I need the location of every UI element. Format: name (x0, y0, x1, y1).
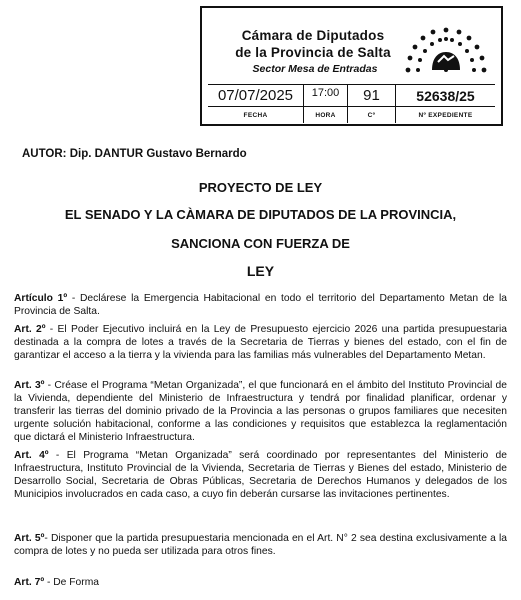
article-3-text: - Créase el Programa “Metan Organizada”, el que funcionará en el ámbito del Instituto Provincial de la Vivienda, dependiente del Ministerio de Infraestructura y tendrá por finalidad planificar, ordenar y transferir las tierras del dominio privado de la Provincia a las personas o grupos familiares que necesiten urgente solución habitacional, conforme a las condiciones y requisitos que establezca la reglamentación que dictará el Ministerio Infraestructura. (14, 380, 507, 443)
entry-stamp (200, 6, 503, 126)
doc-enacting-line: EL SENADO Y LA CÀMARA DE DIPUTADOS DE LA PROVINCIA, (64, 207, 457, 222)
article-2-label: Art. 2º (14, 324, 46, 335)
stamp-org-line2: de la Provincia de Salta (235, 45, 391, 60)
stamp-header (202, 8, 501, 82)
article-3 (14, 379, 507, 444)
article-4-label: Art. 4º (14, 450, 49, 461)
doc-sanction-line: SANCIONA CON FUERZA DE (171, 236, 350, 251)
stamp-label-hora: HORA (304, 106, 348, 123)
stamp-fields (208, 84, 495, 123)
article-7 (14, 576, 507, 589)
article-4-text: - El Programa “Metan Organizada” será coordinado por representantes del Ministerio de Infraestructura, Instituto Provincial de la Vivienda, Secretaria de Tierras y Bienes del estado, Ministerio de Desarrollo Social, Secretaria de Obras Públicas, Secretaria de Derechos Humanos y delegados de los Municipios involucrados en cada caso, a cuyo fin deberán cursarse las invitaciones pertinentes. (14, 450, 508, 500)
stamp-expediente: 52638/25 (416, 87, 475, 104)
stamp-date: 07/07/2025 (208, 85, 304, 106)
article-4 (14, 449, 507, 501)
article-1-text: - Declárese la Emergencia Habitacional en todo el territorio del Departamento Metan de la Provincia de Salta. (14, 293, 508, 317)
doc-law-heading: LEY (246, 263, 275, 279)
article-5-label: Art. 5º (14, 533, 45, 544)
article-5-text: - Disponer que la partida presupuestaria mencionada en el Art. N° 2 sea destina exclusivamente a la compra de lotes y no pueda ser utilizada para otros fines. (14, 533, 507, 557)
article-2-text: - El Poder Ejecutivo incluirá en la Ley de Presupuesto ejercicio 2026 una partida presupuestaria destinada a la compra de lotes a través de la Secretaria de Tierras y bienes del estado, con el fin de garantizar el acceso a la tierra y la vivienda para las familias más vulnerables del Departamento Metan. (14, 324, 507, 361)
article-7-label: Art. 7º (14, 577, 45, 588)
article-1 (14, 292, 507, 318)
stamp-org-line1: Cámara de Diputados (241, 28, 385, 43)
stamp-time: 17:00 (304, 85, 348, 106)
stamp-count: 91 (348, 85, 396, 106)
article-5 (14, 532, 507, 558)
article-1-label: Artículo 1º (14, 293, 68, 304)
article-3-label: Art. 3º (14, 380, 45, 391)
article-2 (14, 323, 507, 362)
stamp-label-expediente: Nº EXPEDIENTE (396, 106, 495, 123)
stamp-label-fecha: FECHA (208, 106, 304, 123)
doc-title: PROYECTO DE LEY (198, 180, 323, 195)
stamp-label-cantidad: Cº (348, 106, 396, 123)
article-7-text: - De Forma (44, 577, 100, 588)
stamp-org-line3: Sector Mesa de Entradas (252, 63, 378, 75)
author-line: AUTOR: Dip. DANTUR Gustavo Bernardo (22, 148, 247, 160)
chamber-seal-icon (398, 26, 494, 78)
